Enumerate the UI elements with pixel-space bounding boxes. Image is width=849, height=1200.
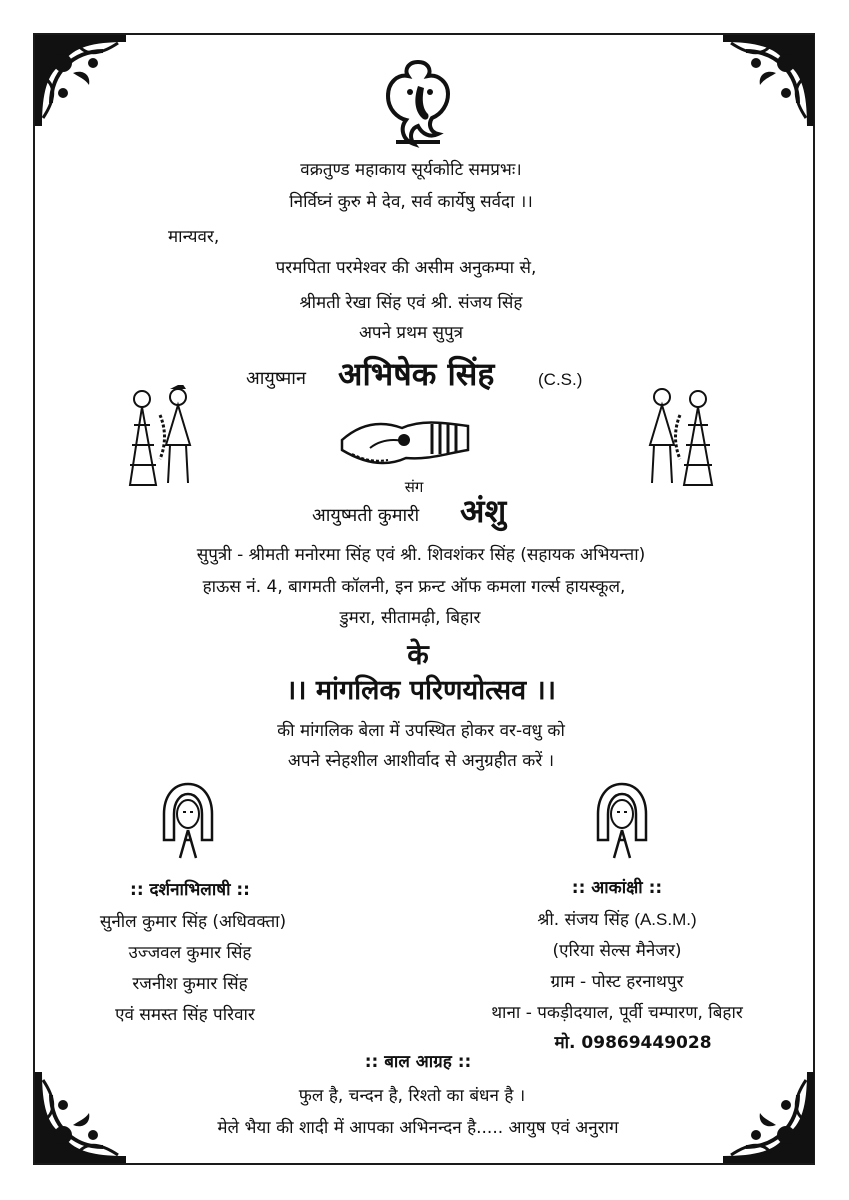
akanshi-name-line	[537, 910, 696, 930]
invite-line-1: की मांगलिक बेला में उपस्थित होकर वर-वधु को	[277, 721, 565, 741]
darshan-name-4: एवं समस्त सिंह परिवार	[115, 1005, 255, 1025]
akanshi-village: ग्राम - पोस्ट हरनाथपुर	[550, 972, 684, 992]
bal-agrah-line-1: फुल है, चन्दन है, रिश्तो का बंधन है ।	[298, 1086, 526, 1106]
invite-line-2: अपने स्नेहशील आशीर्वाद से अनुग्रहीत करें ।	[287, 751, 555, 771]
groom-prefix: आयुष्मान	[246, 368, 306, 389]
shloka-line-1: वक्रतुण्ड महाकाय सूर्यकोटि समप्रभः।	[300, 160, 522, 180]
bride-parents: सुपुत्री - श्रीमती मनोरमा सिंह एवं श्री. शिवशंकर सिंह (सहायक अभियन्ता)	[196, 545, 646, 565]
akanshi-name: श्री. संजय सिंह	[537, 910, 629, 930]
with-label: संग	[404, 478, 424, 496]
corner-ornament-bottom-left	[33, 1070, 128, 1165]
darshan-heading: :: दर्शनाभिलाषी ::	[130, 880, 250, 900]
namaste-right-icon	[592, 780, 652, 862]
bal-agrah-line-2: मेले भैया की शादी में आपका अभिनन्दन है..... आयुष एवं अनुराग	[217, 1118, 619, 1138]
corner-ornament-top-left	[33, 33, 128, 128]
shloka-line-2: निर्विघ्नं कुरु मे देव, सर्व कार्येषु सर्वदा ।।	[289, 192, 533, 212]
darshan-name-3: रजनीश कुमार सिंह	[132, 974, 248, 994]
groom-parents: श्रीमती रेखा सिंह एवं श्री. संजय सिंह	[299, 293, 523, 313]
bride-address-line-1: हाऊस नं. 4, बागमती कॉलनी, इन फ्रन्ट ऑफ कमला गर्ल्स हायस्कूल,	[202, 577, 626, 597]
darshan-name-2: उज्जवल कुमार सिंह	[128, 943, 252, 963]
akanshi-thana: थाना - पकड़ीदयाल, पूर्वी चम्पारण, बिहार	[491, 1003, 743, 1023]
bride-prefix: आयुष्मती कुमारी	[312, 505, 420, 526]
ke-label: के	[407, 638, 429, 671]
akanshi-heading: :: आकांक्षी ::	[571, 878, 663, 898]
akanshi-designation: (A.S.M.)	[634, 910, 697, 929]
namaste-left-icon	[158, 780, 218, 862]
groom-relation: अपने प्रथम सुपुत्र	[358, 323, 464, 343]
corner-ornament-top-right	[721, 33, 816, 128]
bal-agrah-heading: :: बाल आग्रह ::	[364, 1052, 472, 1072]
akanshi-mobile: मो. 09869449028	[554, 1033, 712, 1053]
intro-line: परमपिता परमेश्वर की असीम अनुकम्पा से,	[275, 258, 537, 278]
darshan-name-1: सुनील कुमार सिंह (अधिवक्ता)	[99, 912, 287, 932]
ganesha-icon	[378, 58, 458, 150]
couple-left-icon	[120, 385, 202, 490]
couple-right-icon	[638, 385, 720, 490]
joined-hands-icon	[340, 410, 470, 470]
bride-name: अंशु	[460, 492, 507, 530]
greeting: मान्यवर,	[168, 227, 220, 247]
corner-ornament-bottom-right	[721, 1070, 816, 1165]
akanshi-role: (एरिया सेल्स मैनेजर)	[552, 941, 682, 961]
groom-name: अभिषेक सिंह	[338, 355, 495, 393]
bride-address-line-2: डुमरा, सीतामढ़ी, बिहार	[339, 608, 481, 628]
event-title: ।। मांगलिक परिणयोत्सव ।।	[285, 675, 557, 706]
groom-qualification: (C.S.)	[538, 370, 583, 389]
